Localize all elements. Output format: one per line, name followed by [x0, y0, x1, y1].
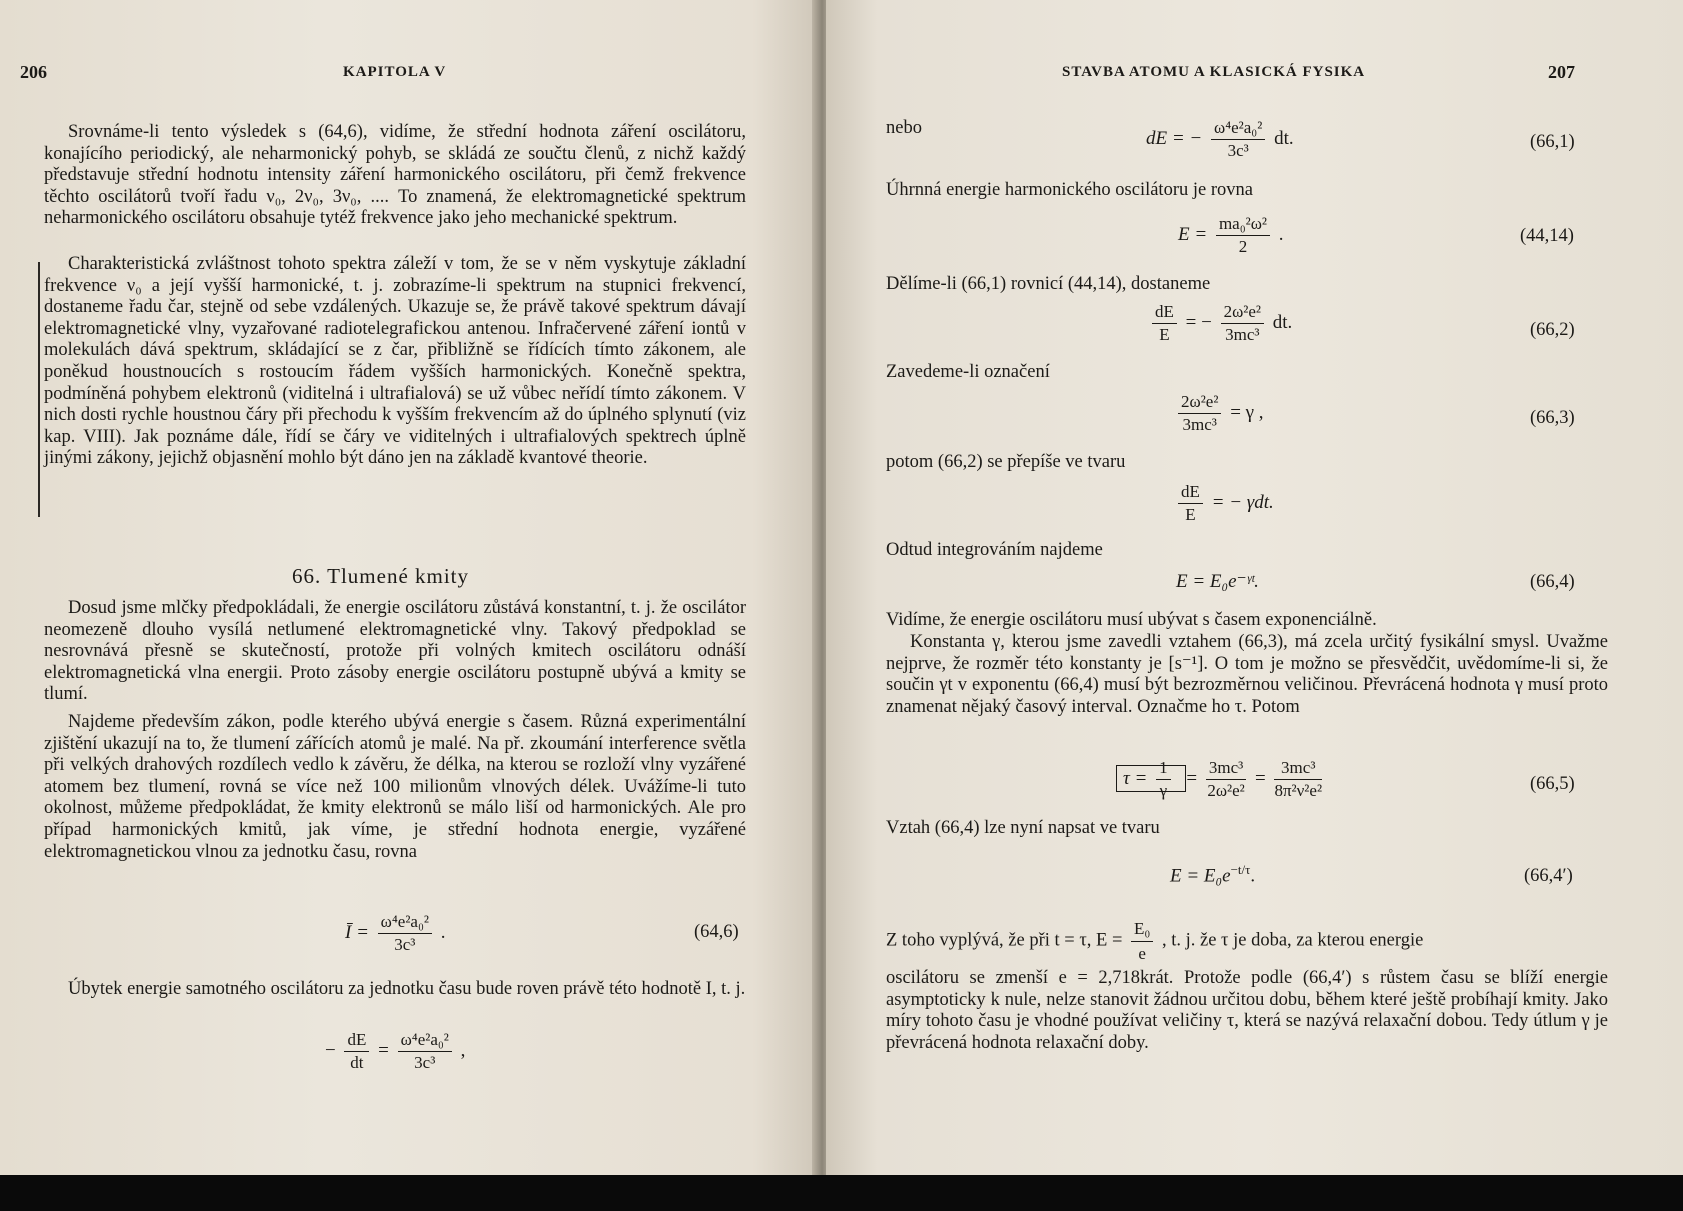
- equation-number-66-1: (66,1): [1530, 132, 1575, 152]
- equation-66-4-prime: [1170, 862, 1255, 887]
- eq-denominator-2: 2ω²e²: [1207, 781, 1245, 800]
- equation-66-2: [1148, 302, 1292, 345]
- equation-number-66-3: (66,3): [1530, 408, 1575, 428]
- eq-denominator-2: 3mc³: [1225, 325, 1260, 344]
- eq-fraction-1: [1152, 302, 1177, 345]
- eq-fraction: [1216, 214, 1270, 257]
- eq-tail: .: [440, 921, 446, 943]
- eq-lhs: E = E₀e: [1170, 865, 1231, 887]
- eq-numerator-2: ω⁴e²a₀²: [398, 1030, 452, 1052]
- equation-66-5: τ = $\frac{1}{\gamma}$ = $\frac{\text{3mc³}}{\text{2ω²e²}}$ = $\frac{\text{3mc³}}{\text{8π²ν²e²}}$: [1116, 758, 1326, 801]
- eq-denominator-3: 8π²ν²e²: [1274, 781, 1323, 800]
- line-potom: potom (66,2) se přepíše ve tvaru: [886, 452, 1126, 472]
- ztoho-part-b: , t. j. že τ je doba, za kterou energie: [1161, 930, 1424, 951]
- eq-lhs: dE = −: [1146, 127, 1203, 149]
- paragraph-4: Najdeme především zákon, podle kterého ubývá energie s časem. Různá experimentální zjištění ukazují na to, že tlumení zářících atomů je malé. Na př. zkoumání interference světla při velkých drahových rozdílech vedlo k závěru, že délka, na kterou se rozloží vlny vyzářené atomem bez tlumení, rovná se více než 100 milionům vlnových délek. Uvážíme-li tuto okolnost, můžeme předpokládat, že kmity elektronů se málo liší od harmonických. Ale pro případ harmonických kmitů, jak víme, je střední hodnota energie, vyzářené elektromagnetickou vlnou za jednotku času, rovna: [44, 712, 746, 862]
- equation-number-66-4: (66,4): [1530, 572, 1575, 592]
- paragraph-2: Charakteristická zvláštnost tohoto spektra záleží v tom, že se v něm vyskytuje základní frekvence ν₀ a její vyšší harmonické, t. j. zobrazíme-li spektrum na stupnici frekvencí, dostaneme řadu čar, stejně od sebe vzdálených. Ukazuje se, že právě takové spektrum dávají elektromagnetické vlny, vyzařované radiotelegrafickou antenou. Infračervené záření iontů v molekulách dává spektrum, skládající se z čar, přibližně se řídících tímto zákonem, ale poněkud houstnoucích s rostoucím řádem vyšších harmonických. Konečně spektra, podmíněná pohybem elektronů (viditelná i ultrafialová) se už vůbec neřídí tímto zákonem. V nich dosti rychle houstnou čáry při přechodu k vyšším frekvencím až do úplného splynutí (viz kap. VIII). Jak poznáme dále, řídí se čáry ve viditelných i ultrafialových spektrech úplně jinými zákony, jejichž objasnění mohlo být dáno jen na základě kvantové theorie.: [44, 254, 746, 469]
- equation-44-14: [1178, 214, 1284, 257]
- eq-fraction-2: [1221, 302, 1264, 345]
- eq-fraction-1: [1156, 758, 1171, 801]
- eq-numerator-2: 3mc³: [1206, 758, 1246, 780]
- equation-unnumbered: [1174, 482, 1274, 525]
- line-odtud: Odtud integrováním najdeme: [886, 540, 1103, 560]
- eq-numerator: 2ω²e²: [1178, 392, 1221, 414]
- equation-66-1: [1146, 118, 1294, 161]
- ztoho-part-a: Z toho vyplývá, že při t = τ, E =: [886, 930, 1123, 951]
- eq-numerator-1: dE: [344, 1030, 369, 1052]
- eq-equals: =: [378, 1039, 389, 1061]
- eq-tail: = − γdt.: [1211, 491, 1274, 513]
- equation-64-6: [345, 912, 445, 955]
- word-nebo: nebo: [886, 118, 922, 138]
- eq-fraction: [378, 912, 432, 955]
- equation-number-66-4-prime: (66,4′): [1524, 866, 1573, 886]
- eq-numerator-3: 3mc³: [1274, 758, 1322, 780]
- paragraph-ztoho-rest: oscilátoru se zmenší e = 2,718krát. Protože podle (66,4′) s růstem času se blíží energie asymptoticky k nule, nelze stanovit žádnou určitou dobu, během které ještě probíhají kmity. Jako míry tohoto času je vhodné používat veličiny τ, která se nazývá relaxační dobou. Tedy útlum γ je převrácená hodnota relaxační doby.: [886, 968, 1608, 1053]
- eq-fraction-2: [1206, 758, 1246, 801]
- eq-fraction-3: [1274, 758, 1322, 801]
- eq-tail: .: [1250, 865, 1256, 887]
- eq-tail: ,: [460, 1039, 466, 1061]
- page-number-right: 207: [1548, 62, 1575, 82]
- eq-fraction: [1211, 118, 1265, 161]
- margin-line: [38, 262, 40, 517]
- equation-number-66-5: (66,5): [1530, 774, 1575, 794]
- eq-fraction-1: [344, 1030, 369, 1073]
- equation-66-4: [1176, 570, 1259, 593]
- paragraph-3: Dosud jsme mlčky předpokládali, že energie oscilátoru zůstává konstantní, t. j. že oscilátor neomezeně dlouho vysílá netlumené elektromagnetické vlny. Takový předpoklad se nesrovnává přesně se skutečností, protože při volných kmitech oscilátoru odnáší elektromagnetická vlna energii. Proto zásoby energie oscilátoru postupně ubývá a kmity se tlumí.: [44, 598, 746, 705]
- eq-denominator-1: γ: [1159, 781, 1168, 800]
- eq-exponent: −t/τ: [1230, 862, 1251, 877]
- eq-denominator: 3mc³: [1182, 415, 1217, 434]
- equation-number-44-14: (44,14): [1520, 226, 1574, 246]
- eq-fraction-2: [398, 1030, 452, 1073]
- eq-denominator-1: E: [1159, 325, 1170, 344]
- eq-body: E = E₀e⁻ᵞᵗ.: [1176, 571, 1259, 592]
- page-number-left: 206: [20, 62, 47, 82]
- eq-tail: = γ ,: [1230, 401, 1264, 423]
- line-delime: Dělíme-li (66,1) rovnicí (44,14), dostaneme: [886, 274, 1211, 294]
- paragraph-1: Srovnáme-li tento výsledek s (64,6), vidíme, že střední hodnota záření oscilátoru, konajícího periodický, ale neharmonický pohyb, se skládá ze součtu členů, z nichž každý představuje střední hodnotu intensity záření harmonického oscilátoru, při čemž frekvence těchto oscilátorů tvoří řadu ν₀, 2ν₀, 3ν₀, .... To znamená, že elektromagnetické spektrum neharmonického oscilátoru obsahuje tytéž frekvence jako jeho mechanické spektrum.: [44, 122, 746, 229]
- equation-number-66-2: (66,2): [1530, 320, 1575, 340]
- eq-tail: dt.: [1274, 127, 1294, 149]
- paragraph-ztoho-first-line: [886, 918, 1608, 964]
- eq-lhs: Ī =: [345, 921, 369, 943]
- running-head-left: KAPITOLA V: [343, 64, 447, 80]
- paragraph-5: Úbytek energie samotného oscilátoru za jednotku času bude roven právě této hodnotě I, t. j.: [68, 979, 746, 999]
- eq-box: [1116, 758, 1186, 800]
- eq-numerator: ω⁴e²a₀²: [1211, 118, 1265, 140]
- equation-dE-dt: [325, 1030, 465, 1073]
- eq-numerator: ω⁴e²a₀²: [378, 912, 432, 934]
- eq-minus: −: [325, 1039, 336, 1061]
- eq-fraction: [1178, 482, 1203, 525]
- eq-denominator: 3c³: [1227, 141, 1249, 160]
- line-vztah: Vztah (66,4) lze nyní napsat ve tvaru: [886, 818, 1160, 838]
- eq-tail: .: [1278, 223, 1284, 245]
- eq-lhs: τ =: [1123, 767, 1148, 789]
- line-zavedeme: Zavedeme-li označení: [886, 362, 1050, 382]
- scan-bottom-edge: [0, 1175, 1683, 1211]
- line-uhrnna: Úhrnná energie harmonického oscilátoru je rovna: [886, 180, 1253, 200]
- eq-numerator: ma₀²ω²: [1216, 214, 1270, 236]
- eq-numerator: dE: [1178, 482, 1203, 504]
- eq-denominator-1: dt: [350, 1053, 364, 1072]
- equation-66-3: [1174, 392, 1264, 435]
- eq-denominator: E: [1185, 505, 1196, 524]
- left-page: [0, 0, 818, 1175]
- paragraph-konstanta: Konstanta γ, kterou jsme zavedli vztahem (66,3), má zcela určitý fysikální smysl. Uvažme nejprve, že rozměr této konstanty je [s⁻¹]. O tom je možno se přesvědčit, uvědomíme-li si, že součin γt v exponentu (66,4) musí být bezrozměrnou veličinou. Převrácená hodnota γ musí proto znamenat nějaký časový interval. Označme ho τ. Potom: [886, 632, 1608, 717]
- eq-denominator: 3c³: [394, 935, 416, 954]
- ztoho-numerator: E₀: [1131, 918, 1153, 942]
- eq-numerator-1: dE: [1152, 302, 1177, 324]
- section-heading: 66. Tlumené kmity: [292, 564, 470, 588]
- eq-fraction: [1178, 392, 1221, 435]
- right-page: [826, 0, 1683, 1175]
- ztoho-fraction: [1131, 918, 1153, 964]
- running-head-right: STAVBA ATOMU A KLASICKÁ FYSIKA: [1062, 64, 1366, 80]
- eq-tail: dt.: [1272, 311, 1293, 333]
- eq-denominator-2: 3c³: [414, 1053, 436, 1072]
- eq-numerator-2: 2ω²e²: [1221, 302, 1264, 324]
- equation-number-64-6: (64,6): [694, 922, 739, 942]
- eq-middle: = −: [1185, 311, 1212, 333]
- eq-denominator: 2: [1238, 237, 1248, 256]
- eq-lhs: E =: [1178, 223, 1208, 245]
- paragraph-vidime: Vidíme, že energie oscilátoru musí ubývat s časem exponenciálně.: [886, 610, 1377, 630]
- eq-numerator-1: 1: [1156, 758, 1171, 780]
- ztoho-denominator: e: [1138, 943, 1146, 963]
